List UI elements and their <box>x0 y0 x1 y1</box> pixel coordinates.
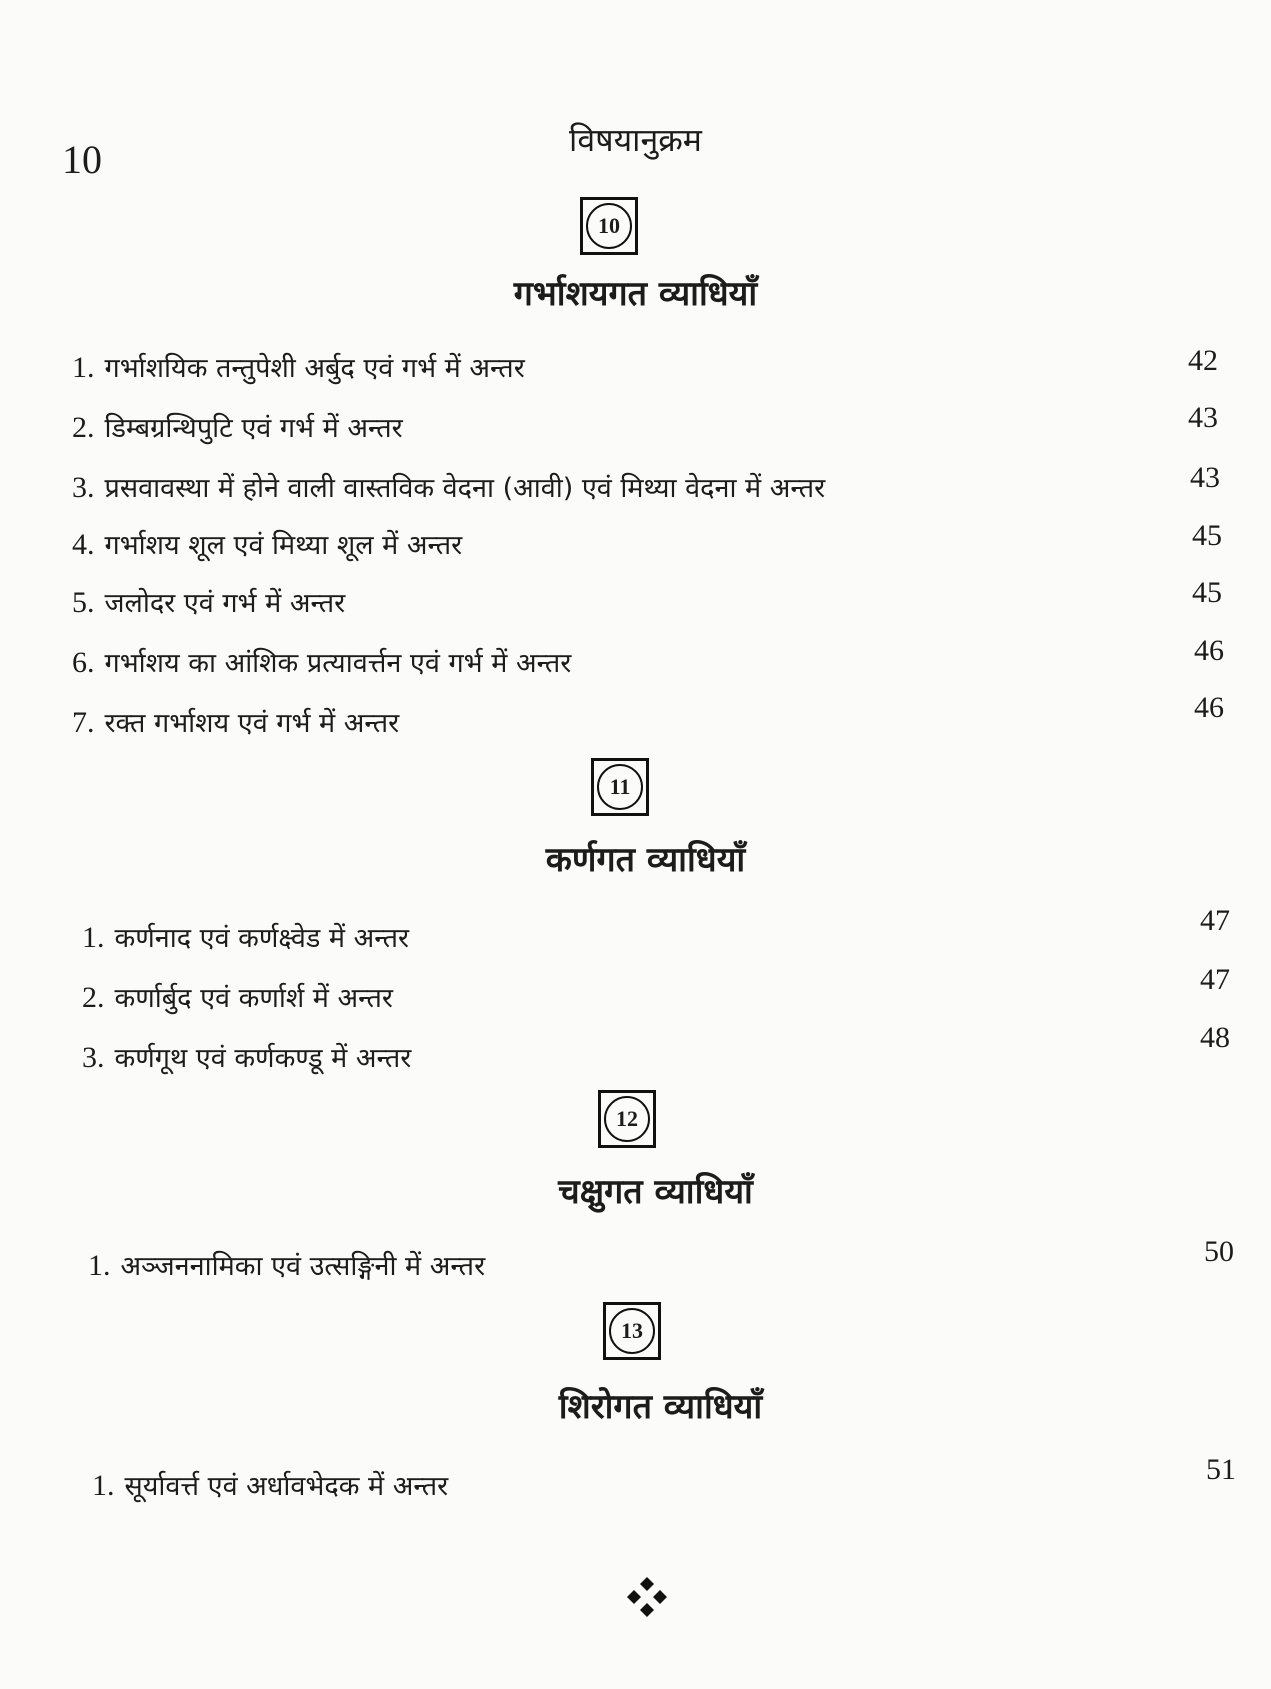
entry-page: 47 <box>1200 904 1230 937</box>
running-title: विषयानुक्रम <box>569 121 702 159</box>
entry-page: 43 <box>1190 461 1220 494</box>
chapter-heading: गर्भाशयगत व्याधियाँ <box>513 274 758 314</box>
entry-text: गर्भाशय शूल एवं मिथ्या शूल में अन्तर <box>104 530 463 561</box>
toc-entry <box>72 410 403 447</box>
entry-number: 2. <box>82 981 105 1014</box>
entry-text: अञ्जननामिका एवं उत्सङ्गिनी में अन्तर <box>120 1251 486 1282</box>
entry-number: 1. <box>88 1249 111 1282</box>
entry-text: जलोदर एवं गर्भ में अन्तर <box>104 588 346 619</box>
entry-number: 6. <box>72 646 95 679</box>
entry-page: 46 <box>1194 691 1224 724</box>
entry-text: रक्त गर्भाशय एवं गर्भ में अन्तर <box>104 708 400 739</box>
toc-entry <box>72 705 399 742</box>
entry-number: 4. <box>72 528 95 561</box>
toc-entry <box>82 980 393 1017</box>
four-diamond-ornament-icon <box>625 1575 669 1619</box>
toc-entry <box>88 1248 485 1285</box>
chapter-number-box <box>603 1302 661 1360</box>
entry-text: कर्णनाद एवं कर्णक्ष्वेड में अन्तर <box>114 923 410 954</box>
toc-entry <box>72 645 571 682</box>
entry-page: 48 <box>1200 1021 1230 1054</box>
entry-page: 42 <box>1188 344 1218 377</box>
chapter-number: 10 <box>586 203 632 249</box>
entry-page: 47 <box>1200 963 1230 996</box>
entry-text: गर्भाशयिक तन्तुपेशी अर्बुद एवं गर्भ में अन्तर <box>104 353 525 384</box>
chapter-heading: चक्षुगत व्याधियाँ <box>558 1172 753 1212</box>
entry-number: 3. <box>82 1041 105 1074</box>
entry-text: कर्णार्बुद एवं कर्णार्श में अन्तर <box>114 983 393 1014</box>
page-number: 10 <box>62 137 102 182</box>
entry-number: 1. <box>92 1469 115 1502</box>
entry-number: 5. <box>72 586 95 619</box>
entry-page: 43 <box>1188 401 1218 434</box>
entry-text: सूर्यावर्त्त एवं अर्धावभेदक में अन्तर <box>124 1471 449 1502</box>
toc-entry <box>72 470 825 507</box>
toc-entry <box>82 1040 411 1077</box>
entry-number: 3. <box>72 471 95 504</box>
entry-number: 2. <box>72 411 95 444</box>
toc-entry <box>72 350 525 387</box>
chapter-number-box <box>598 1090 656 1148</box>
chapter-number-box <box>580 197 638 255</box>
chapter-number: 12 <box>604 1096 650 1142</box>
chapter-number: 13 <box>609 1308 655 1354</box>
entry-number: 1. <box>82 921 105 954</box>
toc-entry <box>72 527 462 564</box>
entry-page: 45 <box>1192 519 1222 552</box>
entry-page: 51 <box>1206 1453 1236 1486</box>
toc-entry <box>82 920 409 957</box>
chapter-heading: शिरोगत व्याधियाँ <box>558 1387 763 1427</box>
toc-entry <box>92 1468 448 1505</box>
entry-text: प्रसवावस्था में होने वाली वास्तविक वेदना (आवी) एवं मिथ्या वेदना में अन्तर <box>104 473 826 504</box>
entry-text: कर्णगूथ एवं कर्णकण्डू में अन्तर <box>114 1043 412 1074</box>
entry-number: 1. <box>72 351 95 384</box>
entry-page: 45 <box>1192 576 1222 609</box>
chapter-number: 11 <box>597 764 643 810</box>
chapter-number-box <box>591 758 649 816</box>
entry-number: 7. <box>72 706 95 739</box>
entry-text: गर्भाशय का आंशिक प्रत्यावर्त्तन एवं गर्भ में अन्तर <box>104 648 572 679</box>
entry-text: डिम्बग्रन्थिपुटि एवं गर्भ में अन्तर <box>104 413 403 444</box>
chapter-heading: कर्णगत व्याधियाँ <box>545 840 746 880</box>
entry-page: 46 <box>1194 634 1224 667</box>
entry-page: 50 <box>1204 1235 1234 1268</box>
toc-entry <box>72 585 345 622</box>
